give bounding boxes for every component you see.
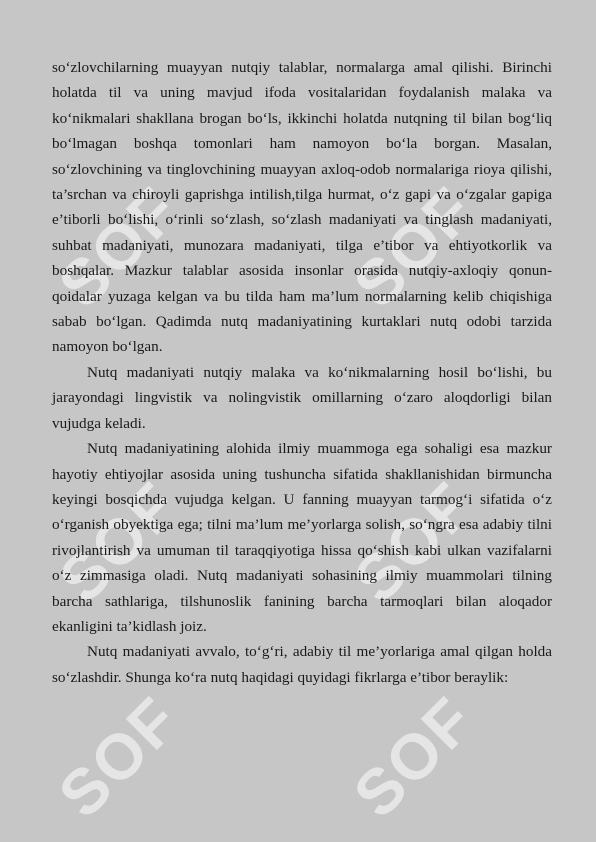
watermark-logo: SOF bbox=[339, 467, 488, 617]
watermark-logo: SOF bbox=[339, 682, 488, 832]
watermark-logo: SOF bbox=[44, 682, 193, 832]
watermark-logo: SOF bbox=[339, 172, 488, 322]
watermark-logo: SOF bbox=[44, 467, 193, 617]
paragraph: Nutq madaniyati avvalo, to‘g‘ri, adabiy til me’yorlariga amal qilgan holda so‘zlashdir. Shunga ko‘ra nutq haqidagi quyidagi fikrlarga e’tibor beraylik: bbox=[52, 643, 552, 686]
paragraph: so‘zlovchilarning muayyan nutqiy talablar, normalarga amal qilishi. Birinchi holatda til va uning mavjud ifoda vositalaridan foydalanish malaka va ko‘nikmalari shakllana brogan bo‘ls, ikkinchi holatda nutqning til bilan bog‘liq bo‘lmagan boshqa tomonlari ham namoyon bo‘la borgan. Masalan, so‘zlovchining va tinglovchining muayyan axloq-odob normalariga rioya qilishi, ta’srchan va chiroyli gaprishga intilish,tilga hurmat, o‘z gapi va o‘zgalar gapiga e’tiborli bo‘lishi, o‘rinli so‘zlash, so‘zlash madaniyati va tinglash madaniyati, suhbat madaniyati, munozara madaniyati, tilga e’tibor va ehtiyotkorlik va boshqalar. Mazkur talablar asosida insonlar orasida nutqiy-axloqiy qonun-qoidalar yuzaga kelgan va bu tilda ham ma’lum normalarning kelib chiqishiga sabab bo‘lgan. Qadimda nutq madaniyatining kurtaklari nutq odobi tarzida namoyon bo‘lgan. bbox=[52, 59, 552, 356]
watermark-logo: SOF bbox=[44, 172, 193, 322]
paragraph: Nutq madaniyatining alohida ilmiy muammoga ega sohaligi esa mazkur hayotiy ehtiyojlar asosida uning tushuncha sifatida shakllanishidan birmuncha keyingi bosqichda vujudga kelgan. U fanning muayyan tarmog‘i sifatida o‘z o‘rganish obyektiga ega; tilni ma’lum me’yorlarga solish, so‘ngra esa adabiy tilni rivojlantirish va umuman til taraqqiyotiga hissa qo‘shish kabi ulkan vazifalarni o‘z zimmasiga oladi. Nutq madaniyati sohasining ilmiy muammolari tilning barcha sathlariga, tilshunoslik fanining barcha tarmoqlari bilan aloqador ekanligini ta’kidlash joiz. bbox=[52, 440, 552, 635]
document-body bbox=[52, 55, 552, 690]
paragraph: Nutq madaniyati nutqiy malaka va ko‘nikmalarning hosil bo‘lishi, bu jarayondagi lingvistik va nolingvistik omillarning o‘zaro aloqdorligi bilan vujudga keladi. bbox=[52, 363, 552, 432]
